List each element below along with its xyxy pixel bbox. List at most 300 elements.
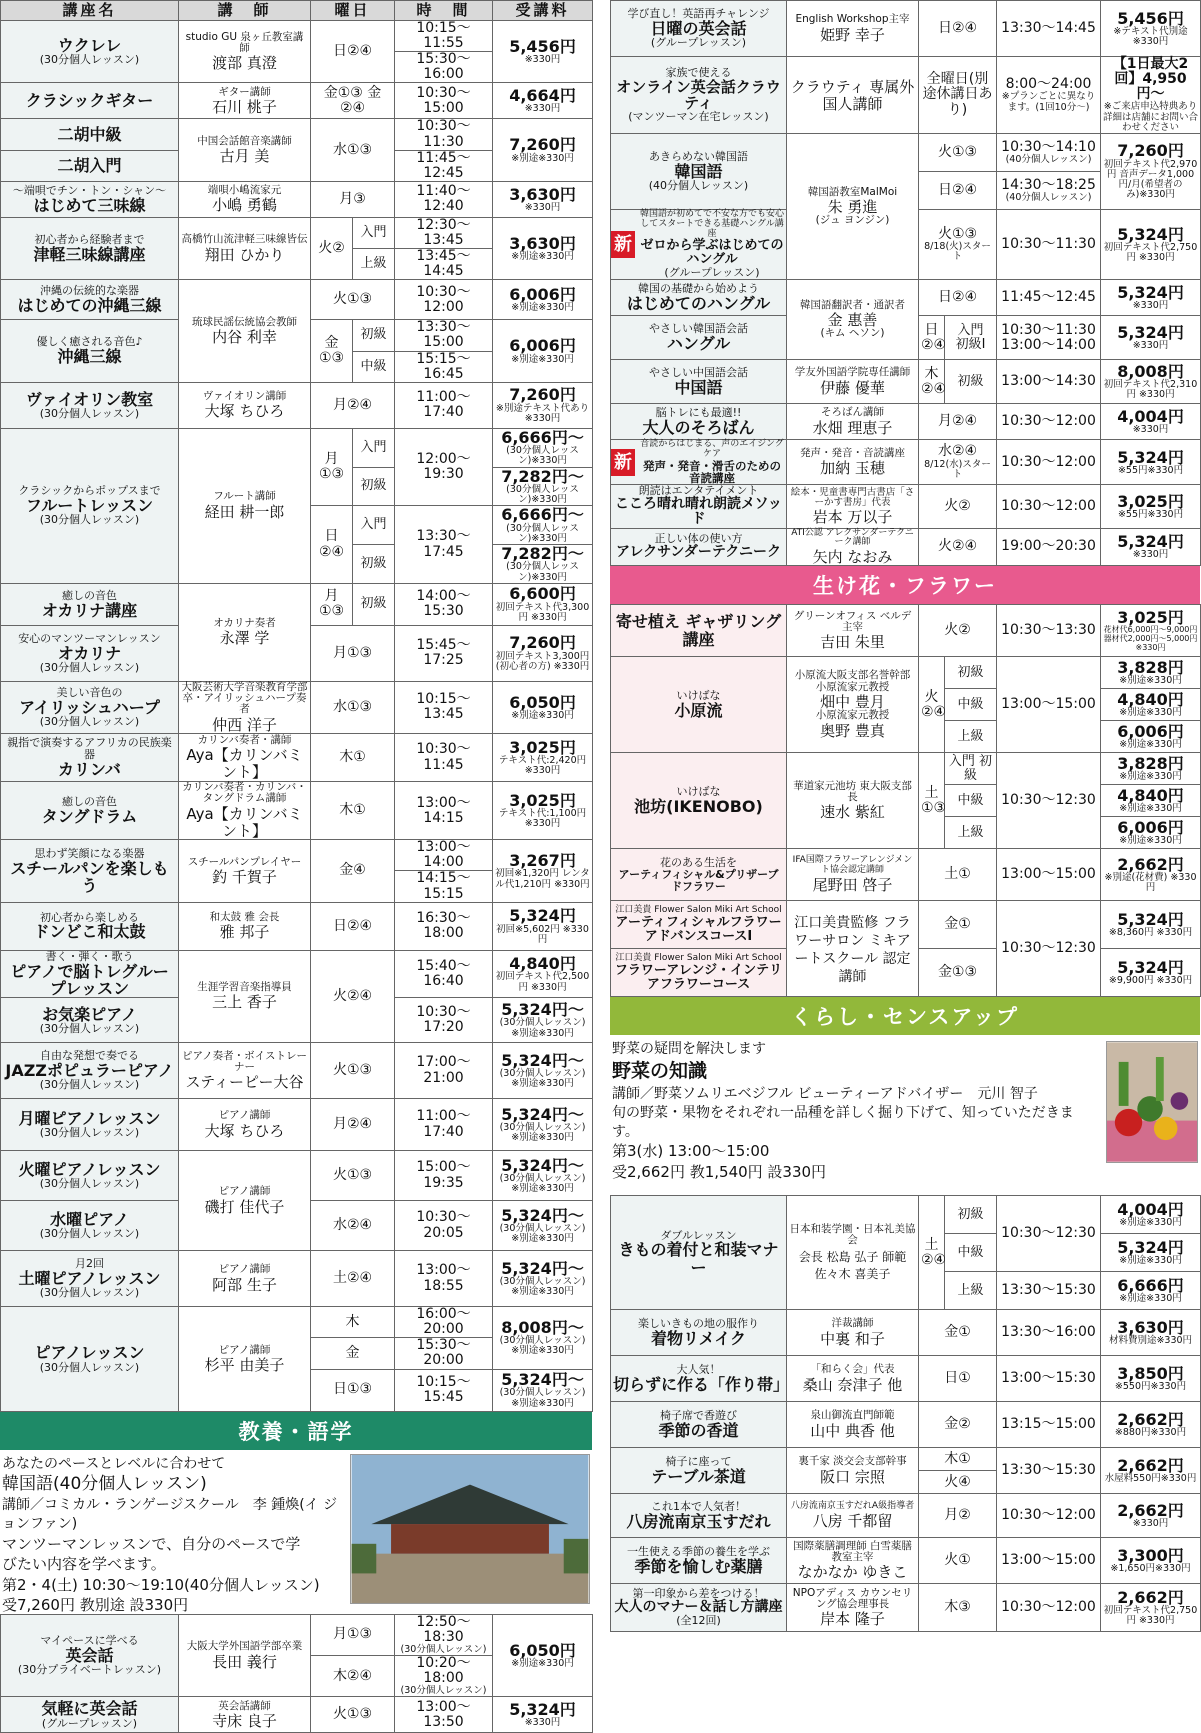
time-sanshin-1: 13:30〜15:00 [395,320,493,351]
time-wednesday-piano: 10:30〜20:05 [395,1201,493,1251]
teacher-kimono: 日本和装学園・日本礼美協会 会長 松島 弘子 師範 佐々木 喜美子 [787,1196,919,1310]
fee-chinese: 8,008円 初回テキスト代2,310円 ※330円 [1101,360,1201,404]
time-piano-brain: 15:40〜16:40 [395,950,493,997]
time-kimono-1: 10:30〜12:30 [997,1196,1101,1272]
teacher-online-english: クラウティ 専属外国人講師 [787,57,919,134]
level-flute-2: 初級 [353,467,395,506]
fee-tsugaru: 3,630円 ※別途※330円 [493,217,593,279]
day-kimono: 土②④ [919,1196,945,1310]
level-chinese: 初級 [945,360,997,404]
time-violin: 11:00〜17:40 [395,382,493,428]
day-english-1: 月①③ [311,1614,395,1655]
teacher-sanshin: 琉球民謡伝統協会教師 内谷 利幸 [179,280,311,382]
header-time: 時 間 [395,1,493,21]
day-online-english: 全曜日(別途休講日あり) [919,57,997,134]
korean-feature-lead: あなたのペースとレベルに合わせて [2,1455,226,1472]
fee-tamasudare: 2,662円 ※330円 [1101,1494,1201,1538]
vegetable-feature-fees: 受2,662円 教1,540円 設330円 [612,1162,827,1181]
course-monday-piano[interactable]: 月曜ピアノレッスン (30分個人レッスン) [1,1099,179,1151]
fee-violin: 7,260円 ※別途テキスト代あり ※330円 [493,382,593,428]
day-ohara: 火②④ [919,657,945,753]
level-hangul: 入門 初級Ⅰ [945,316,997,360]
time-sanshin-2: 15:15〜16:45 [395,351,493,382]
day-arrange: 金①③ [919,949,997,997]
course-ocarina-private[interactable]: 安心のマンツーマンレッスン オカリナ (30分個人レッスン) [1,625,179,681]
fee-kimono-2: 5,324円 ※別途※330円 [1101,1234,1201,1272]
day-table-sado-2: 火④ [919,1471,997,1494]
day-yakuzen: 火① [919,1538,997,1584]
course-erhu-intro[interactable]: 二胡入門 [1,150,179,181]
day-tamasudare: 月② [919,1494,997,1538]
day-okinawa-intro: 火①③ [311,280,395,320]
teacher-casual-english: 英会話講師 寺床 良子 [179,1697,311,1733]
fee-gathering: 3,025円 花材代6,000円〜9,000円 器材代2,000円〜5,000円 ※330円 [1101,605,1201,657]
music-course-table [0,0,593,1412]
fee-harp: 6,050円 ※別途※330円 [493,681,593,733]
teacher-ohara: 小原流大阪支部名誉幹部 小原流家元教授 畑中 豊月 小原流家元教授 奥野 豊真 [787,657,919,753]
teacher-ikenobo: 華道家元池坊 東大阪支部長 速水 紫紅 [787,753,919,849]
day-korean-2: 日②④ [919,172,997,210]
level-ikenobo-1: 入門 初級 [945,753,997,785]
time-yakuzen: 13:00〜15:00 [997,1538,1101,1584]
fee-manners: 2,662円 初回テキスト代2,750円 ※330円 [1101,1584,1201,1632]
course-obi[interactable]: 大人気！ 切らずに作る「作り帯」 [611,1356,787,1402]
vegetable-feature-schedule: 第3(水) 13:00〜15:00 [612,1142,770,1161]
fee-piano-lesson-2: 5,324円〜 (30分個人レッスン) ※別途※330円 [493,1369,593,1411]
time-online-english: 8:00〜24:00 ※プランごとに異なります。(1回10分〜) [997,57,1101,134]
day-obi: 日① [919,1356,997,1402]
fee-advance: 5,324円 ※8,360円 ※330円 [1101,901,1201,949]
fee-table-sado: 2,662円 水屋料550円※330円 [1101,1448,1201,1494]
teacher-monday-piano: ピアノ講師 大塚 ちひろ [179,1099,311,1151]
day-wednesday-piano: 水②④ [311,1201,395,1251]
teacher-sunday-english: English Workshop主宰 姫野 幸子 [787,1,919,57]
day-piano-lesson-1: 木 [311,1307,395,1338]
day-harp: 水①③ [311,681,395,733]
day-english-2: 木②④ [311,1656,395,1697]
course-ocarina[interactable]: 癒しの音色 オカリナ講座 [1,583,179,625]
fee-ohara-1: 3,828円 ※別途※330円 [1101,657,1201,689]
fee-soroban: 4,004円 ※330円 [1101,404,1201,440]
day-manners: 木③ [919,1584,997,1632]
time-flute-1: 12:00〜19:30 [395,428,493,506]
teacher-jazz: ピアノ奏者・ボイストレーナー スティーピー大谷 [179,1043,311,1099]
korean-feature-fees: 受7,260円 教別途 設330円 [2,1595,189,1614]
course-casual-english[interactable]: 気軽に英会話 (グループレッスン) [1,1697,179,1733]
day-ocarina: 月①③ [311,583,353,625]
fee-flute-3: 6,666円〜 (30分個人レッスン)※330円 [493,506,593,545]
fee-online-english: 【1日最大2回】4,950円〜 ※ご来店申込特典あり 詳細は店舗にお問い合わせください [1101,57,1201,134]
time-tuesday-piano: 15:00〜19:35 [395,1151,493,1201]
time-okinawa-intro: 10:30〜12:00 [395,280,493,320]
korean-feature-title: 韓国語(40分個人レッスン) [2,1474,207,1495]
level-kimono-1: 初級 [945,1196,997,1234]
teacher-flute: フルート講師 経田 耕一郎 [179,428,311,583]
fee-kimono-remake: 3,630円 材料費別途※330円 [1101,1310,1201,1356]
fee-sanshin: 6,006円 ※別途※330円 [493,320,593,382]
course-erhu-mid[interactable]: 二胡中級 [1,119,179,150]
day-casual-english: 火①③ [311,1697,395,1733]
fee-flute-4: 7,282円〜 (30分個人レッスン)※330円 [493,545,593,584]
day-sanshin: 金①③ [311,320,353,382]
course-violin[interactable]: ヴァイオリン教室 (30分個人レッスン) [1,382,179,428]
day-soroban: 月②④ [919,404,997,440]
fee-flute-1: 6,666円〜 (30分個人レッスン)※330円 [493,428,593,467]
course-ohara[interactable]: いけばな 小原流 [611,657,787,753]
course-soroban[interactable]: 脳トレにも最適!! 大人のそろばん [611,404,787,440]
teacher-guitar: ギター講師 石川 桃子 [179,83,311,119]
fee-hangul: 5,324円 ※330円 [1101,316,1201,360]
time-harp: 10:15〜13:45 [395,681,493,733]
course-ukulele[interactable]: ウクレレ (30分個人レッスン) [1,21,179,83]
day-korean-1: 火①③ [919,134,997,172]
course-kodo[interactable]: 椅子席で香遊び 季節の香道 [611,1402,787,1448]
level-tsugaru-1: 入門 [353,217,395,248]
course-wednesday-piano[interactable]: 水曜ピアノ (30分個人レッスン) [1,1201,179,1251]
level-ohara-3: 上級 [945,721,997,753]
fee-tuesday-piano: 5,324円〜 (30分個人レッスン) ※別途※330円 [493,1151,593,1201]
course-taiko[interactable]: 初心者から楽しめる ドンどこ和太鼓 [1,902,179,950]
time-tongue-drum: 13:00〜14:15 [395,782,493,840]
time-erhu-1: 10:30〜11:30 [395,119,493,150]
course-kimono-remake[interactable]: 楽しいきもの地の服作り 着物リメイク [611,1310,787,1356]
day-flute-2: 日②④ [311,506,353,584]
fee-arrange: 5,324円 ※9,900円 ※330円 [1101,949,1201,997]
time-taiko: 16:30〜18:00 [395,902,493,950]
teacher-alexander: ATI公認 アレクサンダーテクニーク講師 矢内 なおみ [787,528,919,566]
fee-first-hangul: 5,324円 ※330円 [1101,280,1201,316]
teacher-manners: NPOアディス カウンセリング協会理事長 岸本 隆子 [787,1584,919,1632]
teacher-kalimba: カリンバ奏者・講師 Aya【カリンバミント】 [179,734,311,782]
fee-steelpan: 3,267円 初回※1,320円 レンタル代1,210円 ※330円 [493,840,593,902]
time-voice-reading: 10:30〜12:00 [997,440,1101,485]
course-chinese[interactable]: やさしい中国語会話 中国語 [611,360,787,404]
palace-photo [350,1454,590,1604]
course-tamasudare[interactable]: これ1本で人気者！ 八房流南京玉すだれ [611,1494,787,1538]
day-flute-1: 月①③ [311,428,353,506]
teacher-shamisen: 端唄小嶋流家元 小嶋 勇鶴 [179,181,311,217]
teacher-taiko: 和太鼓 雅 会長 雅 邦子 [179,902,311,950]
level-ocarina: 初級 [353,583,395,625]
course-tongue-drum[interactable]: 癒しの音色 タングドラム [1,782,179,840]
day-ukulele: 日②④ [311,21,395,83]
time-monday-piano: 11:00〜17:40 [395,1099,493,1151]
level-sanshin-2: 中級 [353,351,395,382]
course-hangul[interactable]: やさしい韓国語会話 ハングル [611,316,787,360]
level-flute-1: 入門 [353,428,395,467]
right-column [610,0,1200,1632]
time-korean-1: 10:30〜14:10 (40分個人レッスン) [997,134,1101,172]
teacher-obi: 「和らく会」代表 桑山 奈津子 他 [787,1356,919,1402]
course-piano-brain[interactable]: 書く・弾く・歌う ピアノで脳トレグループレッスン [1,950,179,997]
time-shamisen: 11:40〜12:40 [395,181,493,217]
teacher-saturday-piano: ピアノ講師 阿部 生子 [179,1251,311,1307]
fee-erhu: 7,260円 ※別途※330円 [493,119,593,181]
level-flute-3: 入門 [353,506,395,545]
section-header-life: くらし・センスアップ [610,997,1200,1035]
fee-flute-2: 7,282円〜 (30分個人レッスン)※330円 [493,467,593,506]
teacher-table-sado: 裏千家 淡交会支部幹事 阪口 宗照 [787,1448,919,1494]
vegetable-feature-teacher: 講師／野菜ソムリエベジフル ビューティーアドバイザー 元川 智子 [612,1085,1038,1102]
course-voice-reading[interactable]: 新 音読からはじまる、声のエイジングケア 発声・発音・滑舌のための音読講座 [611,440,787,485]
teacher-korean: 韓国語教室MalMoi 朱 勇進 (ジュ ヨンジン) [787,134,919,280]
course-jazz-piano[interactable]: 自由な発想で奏でる JAZZポピュラーピアノ (30分個人レッスン) [1,1043,179,1099]
time-soroban: 10:30〜12:00 [997,404,1101,440]
day-recitation: 火② [919,485,997,528]
time-recitation: 10:30〜12:00 [997,485,1101,528]
course-tsugaru[interactable]: 初心者から経験者まで 津軽三味線講座 [1,217,179,279]
fee-sunday-english: 5,456円 ※テキスト代別途 ※330円 [1101,1,1201,57]
fee-ukulele: 5,456円 ※330円 [493,21,593,83]
course-steelpan[interactable]: 思わず笑顔になる楽器 スチールパンを楽しもう [1,840,179,902]
course-saturday-piano[interactable]: 月2回 土曜ピアノレッスン (30分個人レッスン) [1,1251,179,1307]
header-name: 講座名 [1,1,179,21]
teacher-english: 大阪大学外国語学部卒業 長田 義行 [179,1614,311,1697]
header-day: 曜日 [311,1,395,21]
time-english-1: 12:50〜18:30 (30分個人レッスン) [395,1614,493,1655]
day-chinese: 木②④ [919,360,945,404]
course-flute[interactable]: クラシックからポップスまで フルートレッスン (30分個人レッスン) [1,428,179,583]
teacher-kimono-remake: 洋裁講師 中裏 和子 [787,1310,919,1356]
course-sunday-english[interactable]: 学び直し！英語再チャレンジ 日曜の英会話 (グループレッスン) [611,1,787,57]
time-tsugaru-1: 12:30〜13:45 [395,217,493,248]
course-sanshin[interactable]: 優しく癒される音色♪ 沖縄三線 [1,320,179,382]
teacher-voice-reading: 発声・発音・音読講座 加納 玉穂 [787,440,919,485]
course-yakuzen[interactable]: 一生使える季節の養生を学ぶ 季節を愉しむ薬膳 [611,1538,787,1584]
teacher-steelpan: スチールパンプレイヤー 釣 千賀子 [179,840,311,902]
day-piano-lesson-3: 日①③ [311,1369,395,1411]
day-first-hangul: 日②④ [919,280,997,316]
time-english-2: 10:20〜18:00 (30分個人レッスン) [395,1656,493,1697]
fee-taiko: 5,324円 初回※5,602円 ※330円 [493,902,593,950]
fee-voice-reading: 5,324円 ※55円※330円 [1101,440,1201,485]
time-korean-2: 14:30〜18:25 (40分個人レッスン) [997,172,1101,210]
time-ukulele-1: 10:15〜11:55 [395,21,493,52]
flower-course-table [610,604,1201,997]
day-kodo: 金② [919,1402,997,1448]
course-shamisen[interactable]: 〜端唄でチン・トン・シャン〜 はじめて三味線 [1,181,179,217]
fee-jazz: 5,324円〜 (30分個人レッスン) ※別途※330円 [493,1043,593,1099]
teacher-recitation: 絵本・児童書専門古書店「さーかす書房」代表 岩本 万以子 [787,485,919,528]
day-shamisen: 月③ [311,181,395,217]
section-header-flower: 生け花・フラワー [610,566,1200,604]
time-kalimba: 10:30〜11:45 [395,734,493,782]
teacher-kodo: 泉山御流直門師範 山中 典香 他 [787,1402,919,1448]
day-saturday-piano: 土②④ [311,1251,395,1307]
time-ocarina: 14:00〜15:30 [395,583,493,625]
new-badge: 新 [611,449,635,476]
fee-shamisen: 3,630円 ※330円 [493,181,593,217]
time-steelpan-2: 14:15〜15:15 [395,871,493,902]
teacher-hangul: 韓国語翻訳者・通訳者 金 惠善 (キム ヘソン) [787,280,919,360]
fee-piano-brain: 4,840円 初回テキスト代2,500円 ※330円 [493,950,593,997]
time-miki-art: 10:30〜12:30 [997,901,1101,997]
teacher-violin: ヴァイオリン講師 大塚 ちひろ [179,382,311,428]
time-jazz: 17:00〜21:00 [395,1043,493,1099]
fee-artificial: 2,662円 ※別途(花材費) ※330円 [1101,849,1201,901]
time-artificial: 13:00〜15:00 [997,849,1101,901]
time-ikenobo: 10:30〜12:30 [997,753,1101,849]
level-kimono-3: 上級 [945,1272,997,1310]
fee-obi: 3,850円 ※550円※330円 [1101,1356,1201,1402]
day-ocarina-private: 月①③ [311,625,395,681]
time-ukulele-2: 15:30〜16:00 [395,52,493,83]
time-ocarina-private: 15:45〜17:25 [395,625,493,681]
time-ohara: 13:00〜15:00 [997,657,1101,753]
course-easy-piano[interactable]: お気楽ピアノ (30分個人レッスン) [1,998,179,1043]
teacher-miki-art: 江口美貴監修 フラワーサロン ミキアートスクール 認定講師 [787,901,919,997]
level-sanshin-1: 初級 [353,320,395,351]
time-erhu-2: 11:45〜12:45 [395,150,493,181]
level-ikenobo-2: 中級 [945,785,997,817]
teacher-harp: 大阪芸術大学音楽教育学部卒・アイリッシュハープ奏者 仲西 洋子 [179,681,311,733]
teacher-piano-brain: 生涯学習音楽指導員 三上 香子 [179,950,311,1042]
day-advance: 金① [919,901,997,949]
korean-feature-desc: マンツーマンレッスンで、自分のペースで学びたい内容を学べます。 [2,1535,301,1574]
time-manners: 10:30〜12:00 [997,1584,1101,1632]
day-artificial: 土① [919,849,997,901]
fee-okinawa-intro: 6,006円 ※別途※330円 [493,280,593,320]
teacher-tsugaru: 高橋竹山流津軽三味線皆伝 翔田 ひかり [179,217,311,279]
time-kodo: 13:15〜15:00 [997,1402,1101,1448]
level-tsugaru-2: 上級 [353,249,395,280]
teacher-piano-lesson: ピアノ講師 杉平 由美子 [179,1307,311,1411]
fee-korean: 7,260円 初回テキスト代2,970円 音声データ1,000円/月(希望者のみ)※330円 [1101,134,1201,210]
teacher-artificial: IFA国際フラワーアレンジメント協会認定講師 尾野田 啓子 [787,849,919,901]
day-tuesday-piano: 火①③ [311,1151,395,1201]
section-header-edu: 教養・語学 [0,1412,592,1450]
course-irish-harp[interactable]: 美しい音色の アイリッシュハープ (30分個人レッスン) [1,681,179,733]
fee-casual-english: 5,324円 ※330円 [493,1697,593,1733]
teacher-chinese: 学友外国語学院専任講師 伊藤 優華 [787,360,919,404]
teacher-tuesday-piano: ピアノ講師 磯打 佳代子 [179,1151,311,1251]
fee-kimono-3: 6,666円 ※別途※330円 [1101,1272,1201,1310]
course-kimono[interactable]: ダブルレッスン きもの着付と和装マナー [611,1196,787,1310]
course-english[interactable]: マイペースに学べる 英会話 (30分プライベートレッスン) [1,1614,179,1697]
vegetable-feature-desc: 旬の野菜・果物をそれぞれ一品種を詳しく掘り下げて、知っていただきます。 [612,1104,1074,1140]
life-course-table [610,1195,1201,1632]
teacher-soroban: そろばん講師 水畑 理恵子 [787,404,919,440]
course-manners[interactable]: 第一印象から差をつける！ 大人のマナー＆話し方講座 (全12回) [611,1584,787,1632]
time-table-sado: 13:30〜15:30 [997,1448,1101,1494]
time-zero-hangul: 10:30〜11:30 [997,210,1101,280]
day-tsugaru: 火② [311,217,353,279]
day-gathering: 火② [919,605,997,657]
time-saturday-piano: 13:00〜18:55 [395,1251,493,1307]
fee-easy-piano: 5,324円〜 (30分個人レッスン) ※別途※330円 [493,998,593,1043]
course-gathering[interactable]: 寄せ植え ギャザリング講座 [611,605,787,657]
teacher-gathering: グリーンオフィス ベルデ主宰 吉田 朱里 [787,605,919,657]
fee-monday-piano: 5,324円〜 (30分個人レッスン) ※別途※330円 [493,1099,593,1151]
time-steelpan-1: 13:00〜14:00 [395,840,493,871]
time-first-hangul: 11:45〜12:45 [997,280,1101,316]
time-piano-lesson-3: 10:15〜15:45 [395,1369,493,1411]
course-kalimba[interactable]: 親指で演奏するアフリカの民族楽器 カリンバ [1,734,179,782]
fee-ocarina: 6,600円 初回テキスト代3,300円 ※330円 [493,583,593,625]
teacher-ocarina: オカリナ奏者 永澤 学 [179,583,311,681]
fee-kodo: 2,662円 ※880円※330円 [1101,1402,1201,1448]
course-okinawa-intro[interactable]: 沖縄の伝統的な楽器 はじめての沖縄三線 [1,280,179,320]
time-tsugaru-2: 13:45〜14:45 [395,249,493,280]
language-course-table [610,0,1201,566]
time-easy-piano: 10:30〜17:20 [395,998,493,1043]
fee-ikenobo-1: 3,828円 ※別途※330円 [1101,753,1201,785]
fee-alexander: 5,324円 ※330円 [1101,528,1201,566]
level-ikenobo-3: 上級 [945,817,997,849]
course-recitation[interactable]: 朗読はエンタテイメント こころ晴れ晴れ朗読メソッド [611,485,787,528]
day-jazz: 火①③ [311,1043,395,1099]
header-teacher: 講 師 [179,1,311,21]
header-fee: 受講料 [493,1,593,21]
day-sunday-english: 日②④ [919,1,997,57]
course-online-english[interactable]: 家族で使える オンライン英会話クラウティ (マンツーマン在宅レッスン) [611,57,787,134]
day-table-sado-1: 木① [919,1448,997,1471]
course-tuesday-piano[interactable]: 火曜ピアノレッスン (30分個人レッスン) [1,1151,179,1201]
korean-feature-teacher: 講師／コミカル・ランゲージスクール 李 鍾煥(イ ジョンファン) [2,1497,338,1533]
fee-ocarina-private: 7,260円 初回テキスト3,300円 (初心者の方) ※330円 [493,625,593,681]
teacher-erhu: 中国会話館音楽講師 古月 美 [179,119,311,181]
fee-tongue-drum: 3,025円 テキスト代:1,100円 ※330円 [493,782,593,840]
vegetable-feature-title: 野菜の知識 [612,1060,708,1083]
fee-wednesday-piano: 5,324円〜 (30分個人レッスン) ※別途※330円 [493,1201,593,1251]
fee-english: 6,050円 ※別途※330円 [493,1614,593,1697]
course-classic-guitar[interactable]: クラシックギター [1,83,179,119]
time-sunday-english: 13:30〜14:45 [997,1,1101,57]
course-arrange[interactable]: 江口美貴 Flower Salon Miki Art School フラワーアレンジ・インテリアフラワーコース [611,949,787,997]
day-monday-piano: 月②④ [311,1099,395,1151]
vegetable-photo [1106,1041,1198,1163]
teacher-tamasudare: 八房流南京玉すだれA級指導者 八房 千都留 [787,1494,919,1538]
day-erhu: 水①③ [311,119,395,181]
time-chinese: 13:00〜14:30 [997,360,1101,404]
time-casual-english: 13:00〜13:50 [395,1697,493,1733]
fee-recitation: 3,025円 ※55円※330円 [1101,485,1201,528]
level-ohara-1: 初級 [945,657,997,689]
course-advance[interactable]: 江口美貴 Flower Salon Miki Art School アーティフィシャルフラワー アドバンスコースⅠ [611,901,787,949]
time-tamasudare: 10:30〜12:00 [997,1494,1101,1538]
course-first-hangul[interactable]: 韓国の基礎から始めよう はじめてのハングル [611,280,787,316]
left-column [0,0,592,1733]
course-zero-hangul[interactable]: 新 韓国語が初めてで不安な方でも安心してスタートできる基礎ハングル講座 ゼロから学ぶはじめてのハングル (グループレッスン) [611,210,787,280]
course-piano-lesson[interactable]: ピアノレッスン (30分個人レッスン) [1,1307,179,1411]
day-hangul: 日②④ [919,316,945,360]
time-piano-lesson-1: 16:00〜20:00 [395,1307,493,1338]
day-steelpan: 金④ [311,840,395,902]
fee-kalimba: 3,025円 テキスト代:2,420円 ※330円 [493,734,593,782]
day-piano-brain: 火②④ [311,950,395,1042]
time-flute-2: 13:30〜17:45 [395,506,493,584]
time-kimono-2: 13:30〜15:30 [997,1272,1101,1310]
course-ikenobo[interactable]: いけばな 池坊(IKENOBO) [611,753,787,849]
time-obi: 13:00〜15:30 [997,1356,1101,1402]
fee-zero-hangul: 5,324円 初回テキスト代2,750円 ※330円 [1101,210,1201,280]
course-korean[interactable]: あきらめない韓国語 韓国語 (40分個人レッスン) [611,134,787,210]
course-alexander[interactable]: 正しい体の使い方 アレクサンダーテクニーク [611,528,787,566]
teacher-yakuzen: 国際薬膳調理師 白雪薬膳教室主宰 なかなか ゆきこ [787,1538,919,1584]
english-course-table [0,1614,593,1733]
time-guitar: 10:30〜15:00 [395,83,493,119]
course-table-sado[interactable]: 椅子に座って テーブル茶道 [611,1448,787,1494]
fee-ikenobo-2: 4,840円 ※別途※330円 [1101,785,1201,817]
time-hangul: 10:30〜11:30 13:00〜14:00 [997,316,1101,360]
day-kimono-remake: 金① [919,1310,997,1356]
day-guitar: 金①③ 金②④ [311,83,395,119]
teacher-tongue-drum: カリンバ奏者・カリンバ・タングドラム講師 Aya【カリンバミント】 [179,782,311,840]
course-artificial[interactable]: 花のある生活を アーティフィシャル&プリザーブドフラワー [611,849,787,901]
fee-yakuzen: 3,300円 ※1,650円※330円 [1101,1538,1201,1584]
time-kimono-remake: 13:30〜16:00 [997,1310,1101,1356]
level-kimono-2: 中級 [945,1234,997,1272]
